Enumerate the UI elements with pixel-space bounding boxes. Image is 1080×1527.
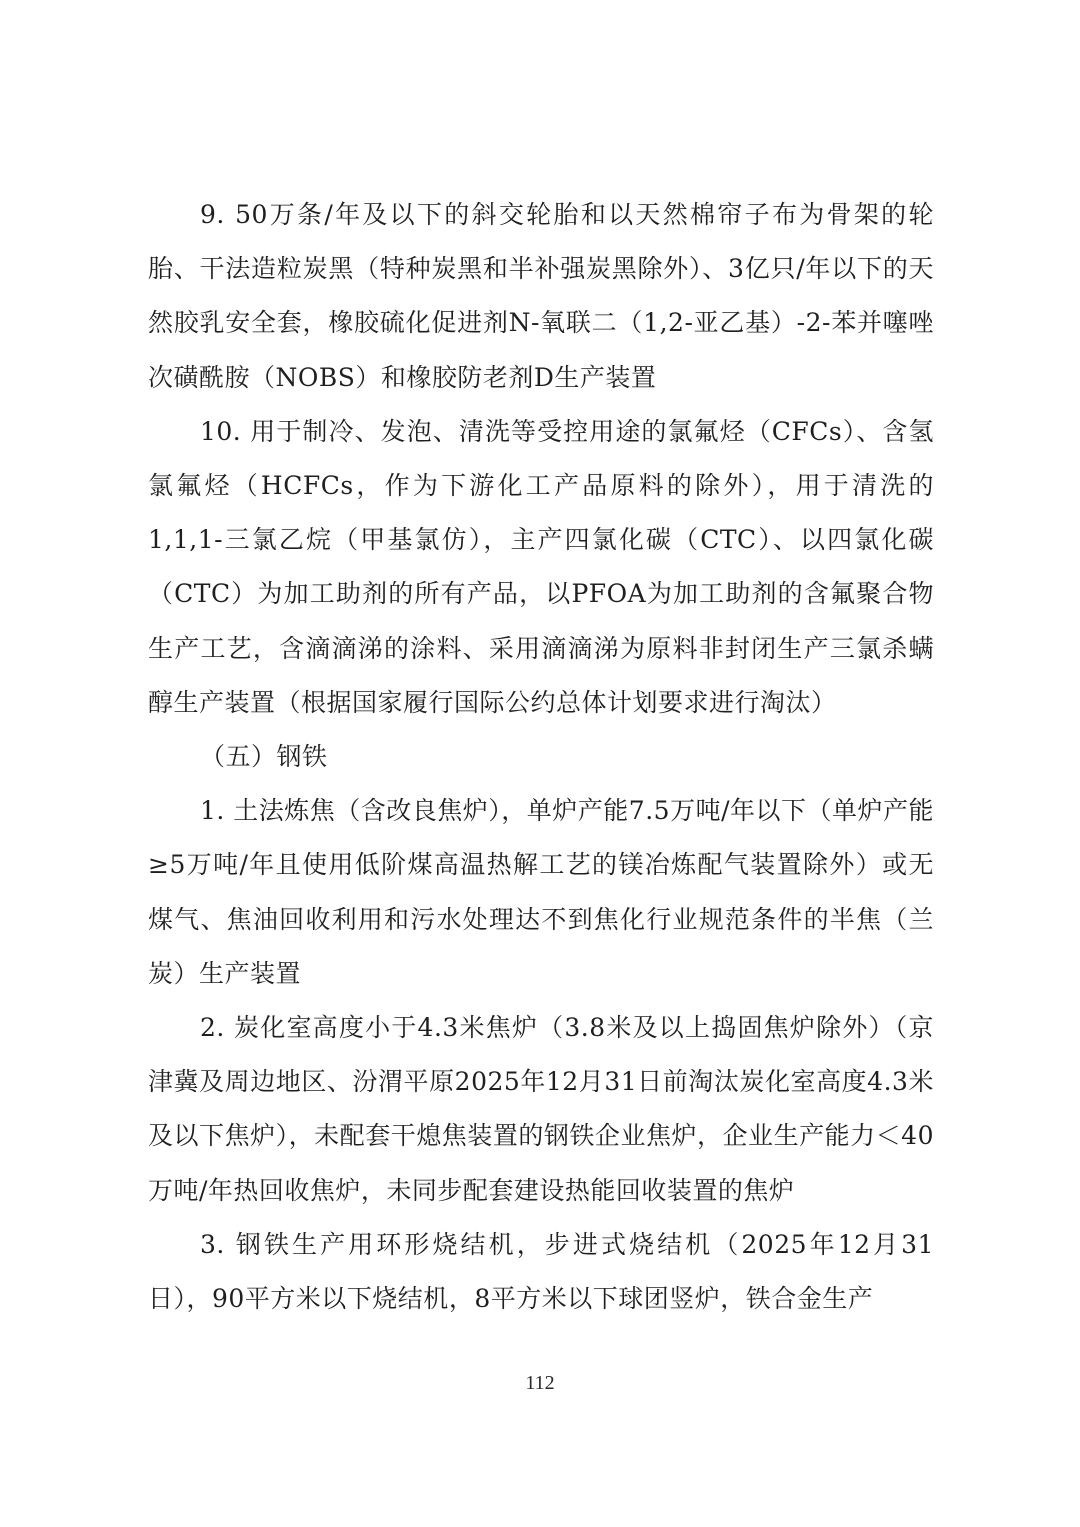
paragraph-item-9: 9. 50万条/年及以下的斜交轮胎和以天然棉帘子布为骨架的轮胎、干法造粒炭黑（特种炭黑和半补强炭黑除外）、3亿只/年以下的天然胶乳安全套，橡胶硫化促进剂N-氧联二（1,2-亚乙基）-2-苯并噻唑次磺酰胺（NOBS）和橡胶防老剂D生产装置	[148, 200, 934, 392]
body-text	[148, 188, 934, 1326]
paragraph-steel-item-2: 2. 炭化室高度小于4.3米焦炉（3.8米及以上捣固焦炉除外）（京津冀及周边地区、汾渭平原2025年12月31日前淘汰炭化室高度4.3米及以下焦炉），未配套干熄焦装置的钢铁企业焦炉，企业生产能力＜40万吨/年热回收焦炉，未同步配套建设热能回收装置的焦炉	[148, 1013, 934, 1205]
paragraph-item-10: 10. 用于制冷、发泡、清洗等受控用途的氯氟烃（CFCs）、含氢氯氟烃（HCFCs，作为下游化工产品原料的除外），用于清洗的1,1,1-三氯乙烷（甲基氯仿），主产四氯化碳（CTC）、以四氯化碳（CTC）为加工助剂的所有产品，以PFOA为加工助剂的含氟聚合物生产工艺，含滴滴涕的涂料、采用滴滴涕为原料非封闭生产三氯杀螨醇生产装置（根据国家履行国际公约总体计划要求进行淘汰）	[148, 416, 934, 717]
section-heading-steel: （五）钢铁	[200, 742, 328, 772]
paragraph-steel-item-3: 3. 钢铁生产用环形烧结机，步进式烧结机（2025年12月31日），90平方米以下烧结机，8平方米以下球团竖炉，铁合金生产	[148, 1229, 934, 1314]
page-number: 112	[525, 1372, 555, 1394]
paragraph-steel-item-1: 1. 土法炼焦（含改良焦炉），单炉产能7.5万吨/年以下（单炉产能≥5万吨/年且使用低阶煤高温热解工艺的镁冶炼配气装置除外）或无煤气、焦油回收利用和污水处理达不到焦化行业规范条件的半焦（兰炭）生产装置	[148, 796, 934, 988]
